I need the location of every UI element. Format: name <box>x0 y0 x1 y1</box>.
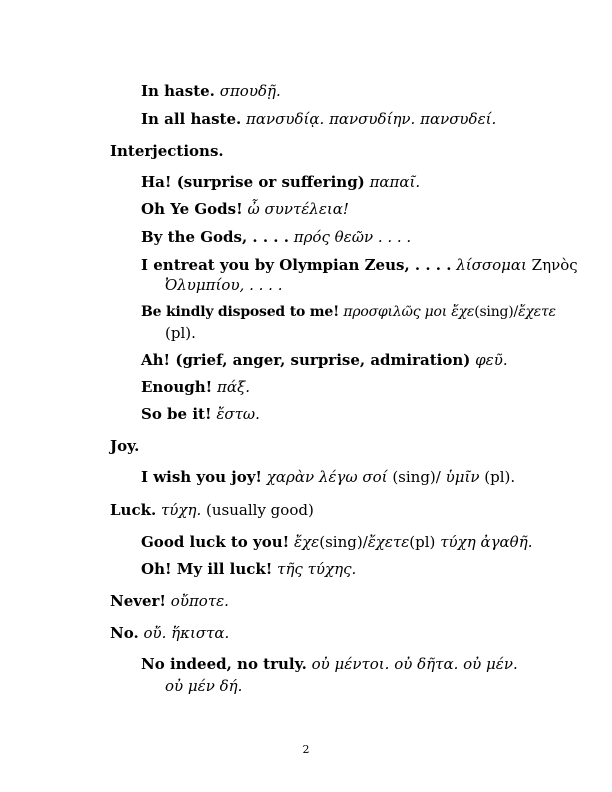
entry-ill-luck <box>141 559 356 579</box>
entry-by-the-gods <box>141 227 411 247</box>
entry-kindly-disposed-continuation <box>165 323 196 343</box>
entry-wish-you-joy <box>141 467 515 487</box>
entry-good-luck <box>141 532 532 552</box>
entry-no-indeed <box>141 654 518 674</box>
entry-entreat-zeus <box>141 255 578 275</box>
entry-never <box>110 591 229 611</box>
grammar-note: (usually good) <box>206 501 314 519</box>
section-heading: Luck. <box>110 501 157 519</box>
page-number: 2 <box>302 743 310 756</box>
greek-phrase: πανσυδίᾳ. πανσυδίην. πανσυδεί. <box>246 110 497 128</box>
greek-phrase: παπαῖ. <box>369 173 421 191</box>
entry-in-all-haste <box>141 109 496 129</box>
greek-phrase: ὦ συντέλεια! <box>247 200 349 218</box>
greek-phrase: οὐ μέν δή. <box>165 677 243 695</box>
greek-phrase: Ὀλυμπίου, . . . . <box>165 276 283 294</box>
section-heading: Interjections. <box>110 142 224 160</box>
greek-phrase: σπουδῇ. <box>219 82 281 100</box>
greek-phrase: ἔχετε <box>518 304 556 320</box>
english-phrase: Enough! <box>141 378 213 396</box>
english-phrase: Be kindly disposed to me! <box>141 304 340 320</box>
greek-phrase: οὔποτε. <box>170 592 229 610</box>
section-heading: Joy. <box>110 437 140 455</box>
greek-phrase: οὐ μέντοι. οὐ δῆτα. οὐ μέν. <box>311 655 518 673</box>
english-phrase: By the Gods, . . . . <box>141 228 289 246</box>
section-heading: Never! <box>110 592 167 610</box>
greek-phrase: τύχη. <box>160 501 202 519</box>
greek-phrase: ὑμῖν <box>445 468 480 486</box>
entry-no <box>110 623 229 643</box>
greek-phrase: οὔ. ἥκιστα. <box>143 624 230 642</box>
english-phrase: No indeed, no truly. <box>141 655 307 673</box>
english-phrase: Oh! My ill luck! <box>141 560 273 578</box>
greek-phrase: τῆς τύχης. <box>277 560 357 578</box>
entry-in-haste <box>141 81 281 101</box>
entry-entreat-zeus-continuation <box>165 275 282 295</box>
grammar-note: (pl). <box>165 324 196 342</box>
grammar-note: (sing)/ <box>392 468 441 486</box>
entry-oh-ye-gods <box>141 199 349 219</box>
section-heading-interjections <box>110 141 224 161</box>
english-phrase: Oh Ye Gods! <box>141 200 243 218</box>
grammar-note: (pl). <box>484 468 516 486</box>
entry-so-be-it <box>141 404 260 424</box>
english-phrase: I entreat you by Olympian Zeus, . . . . <box>141 256 452 274</box>
greek-phrase: πρός θεῶν . . . . <box>293 228 412 246</box>
entry-ha <box>141 172 420 192</box>
greek-phrase: φεῦ. <box>475 351 508 369</box>
grammar-note: (sing)/ <box>319 533 368 551</box>
english-phrase: Ah! (grief, anger, surprise, admiration) <box>141 351 471 369</box>
greek-phrase: λίσσομαι <box>456 256 527 274</box>
english-phrase: I wish you joy! <box>141 468 263 486</box>
grammar-note: (sing)/ <box>474 304 519 320</box>
greek-phrase: ἔχε <box>294 533 320 551</box>
grammar-note: (pl) <box>409 533 436 551</box>
greek-phrase: ἔχετε <box>367 533 410 551</box>
section-heading-joy <box>110 436 139 456</box>
greek-phrase: πάξ. <box>217 378 251 396</box>
entry-no-indeed-continuation <box>165 676 242 696</box>
greek-phrase: χαρὰν λέγω σοί <box>266 468 388 486</box>
greek-phrase: τύχη ἀγαθῆ. <box>440 533 533 551</box>
english-phrase: So be it! <box>141 405 212 423</box>
entry-kindly-disposed <box>141 302 556 322</box>
greek-phrase-upright: Ζηνὸς <box>531 256 578 274</box>
entry-luck <box>110 500 314 520</box>
entry-enough <box>141 377 250 397</box>
entry-ah <box>141 350 508 370</box>
english-phrase: Ha! (surprise or suffering) <box>141 173 365 191</box>
greek-phrase: ἔστω. <box>216 405 260 423</box>
greek-phrase: προσφιλῶς μοι ἔχε <box>343 304 475 320</box>
section-heading: No. <box>110 624 139 642</box>
english-phrase: Good luck to you! <box>141 533 290 551</box>
english-phrase: In haste. <box>141 82 215 100</box>
english-phrase: In all haste. <box>141 110 242 128</box>
